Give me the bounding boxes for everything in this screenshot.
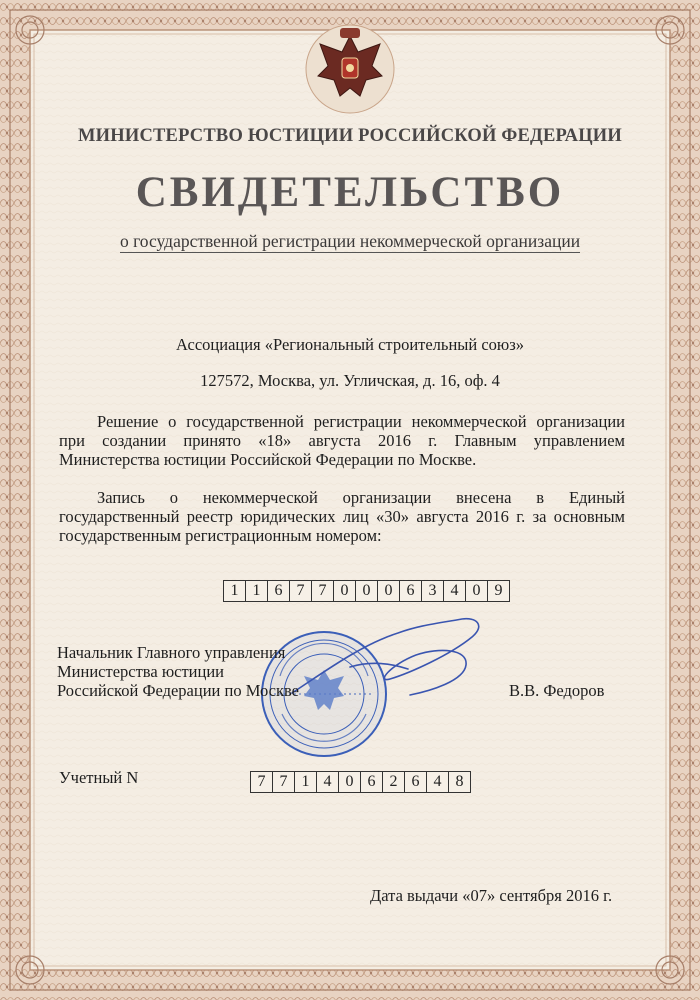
signer-title-line: Начальник Главного управления: [57, 643, 286, 662]
reg-digit: 0: [378, 581, 400, 601]
signer-title-line: Российской Федерации по Москве: [57, 681, 299, 700]
account-number-boxes: [250, 771, 471, 793]
reg-digit: 7: [290, 581, 312, 601]
certificate-subtitle: [0, 231, 700, 252]
reg-digit: 9: [494, 582, 503, 599]
reg-digit: 3: [422, 581, 444, 601]
certificate-title: СВИДЕТЕЛЬСТВО: [135, 169, 565, 216]
organization-address: 127572, Москва, ул. Угличская, д. 16, оф. 4: [200, 371, 500, 390]
signer-title-line: Министерства юстиции: [57, 662, 225, 681]
account-digit: 0: [339, 772, 361, 792]
reg-digit: 0: [356, 581, 378, 601]
reg-digit: 0: [334, 581, 356, 601]
account-digit: 6: [361, 772, 383, 792]
record-line: государственным регистрационным номером:: [59, 526, 382, 545]
account-digit: 8: [455, 773, 464, 790]
ministry-heading: МИНИСТЕРСТВО ЮСТИЦИИ РОССИЙСКОЙ ФЕДЕРАЦИИ: [78, 126, 622, 146]
organization-name: Ассоциация «Региональный строительный союз»: [176, 335, 524, 354]
reg-digit: 0: [466, 581, 488, 601]
decision-line: при создании принято «18» августа 2016 г. Главным управлением: [59, 431, 625, 450]
reg-digit: 4: [444, 581, 466, 601]
reg-digit: 1: [224, 581, 246, 601]
reg-digit: 7: [312, 581, 334, 601]
record-paragraph: [59, 488, 625, 545]
account-digit: 7: [273, 772, 295, 792]
record-line: Запись о некоммерческой организации внесена в Единый: [97, 488, 625, 507]
account-digit: 1: [295, 772, 317, 792]
reg-digit: 6: [268, 581, 290, 601]
account-digit: 4: [427, 772, 449, 792]
reg-digit: 6: [400, 581, 422, 601]
account-digit: 6: [405, 772, 427, 792]
decision-line: Решение о государственной регистрации некоммерческой организации: [97, 412, 625, 431]
decision-paragraph: [59, 412, 625, 469]
signer-name: В.В. Федоров: [509, 681, 605, 700]
record-line: государственный реестр юридических лиц «30» августа 2016 г. за основным: [59, 507, 625, 526]
issue-date: Дата выдачи «07» сентября 2016 г.: [370, 886, 613, 905]
signer-title: [57, 643, 357, 700]
account-digit: 4: [317, 772, 339, 792]
account-number-label: Учетный N: [59, 768, 139, 787]
decision-line: Министерства юстиции Российской Федерации по Москве.: [59, 450, 477, 469]
registration-number-boxes: [223, 580, 510, 602]
account-digit: 7: [251, 772, 273, 792]
account-digit: 2: [383, 772, 405, 792]
subtitle-text: о государственной регистрации некоммерческой организации: [119, 231, 581, 251]
coat-of-arms-emblem: [300, 14, 400, 114]
reg-digit: 1: [246, 581, 268, 601]
